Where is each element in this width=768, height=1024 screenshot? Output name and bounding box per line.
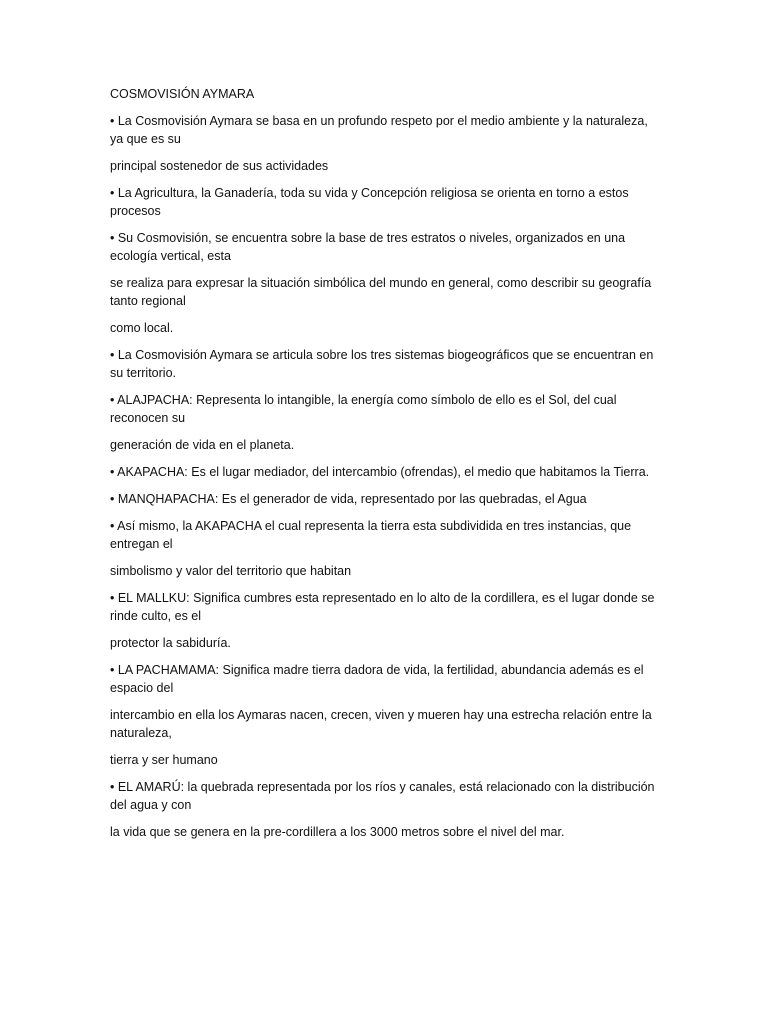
paragraph: la vida que se genera en la pre-cordillera a los 3000 metros sobre el nivel del mar. <box>110 825 565 839</box>
paragraph: • La Agricultura, la Ganadería, toda su vida y Concepción religiosa se orienta en torno a estos procesos <box>110 186 629 218</box>
paragraph: intercambio en ella los Aymaras nacen, crecen, viven y mueren hay una estrecha relación entre la naturaleza, <box>110 708 652 740</box>
paragraph: • ALAJPACHA: Representa lo intangible, la energía como símbolo de ello es el Sol, del cual reconocen su <box>110 393 617 425</box>
paragraph: • Así mismo, la AKAPACHA el cual representa la tierra esta subdividida en tres instancias, que entregan el <box>110 519 632 551</box>
paragraph: simbolismo y valor del territorio que habitan <box>110 564 352 578</box>
paragraph: • EL AMARÚ: la quebrada representada por los ríos y canales, está relacionado con la distribución del agua y con <box>110 780 655 812</box>
document-title: COSMOVISIÓN AYMARA <box>110 87 255 101</box>
paragraph: tierra y ser humano <box>110 753 218 767</box>
paragraph: principal sostenedor de sus actividades <box>110 159 329 173</box>
paragraph: se realiza para expresar la situación simbólica del mundo en general, como describir su geografía tanto regional <box>110 276 652 308</box>
paragraph: • Su Cosmovisión, se encuentra sobre la base de tres estratos o niveles, organizados en una ecología vertical, esta <box>110 231 626 263</box>
paragraph: • EL MALLKU: Significa cumbres esta representado en lo alto de la cordillera, es el lugar donde se rinde culto, es el <box>110 591 655 623</box>
paragraph: protector la sabiduría. <box>110 636 231 650</box>
paragraph: • La Cosmovisión Aymara se basa en un profundo respeto por el medio ambiente y la naturaleza, ya que es su <box>110 114 648 146</box>
paragraph: • LA PACHAMAMA: Significa madre tierra dadora de vida, la fertilidad, abundancia además es el espacio del <box>110 663 644 695</box>
paragraph: generación de vida en el planeta. <box>110 438 295 452</box>
paragraph: • MANQHAPACHA: Es el generador de vida, representado por las quebradas, el Agua <box>110 492 587 506</box>
paragraph: como local. <box>110 321 174 335</box>
paragraph: • AKAPACHA: Es el lugar mediador, del intercambio (ofrendas), el medio que habitamos la Tierra. <box>110 465 650 479</box>
paragraph: • La Cosmovisión Aymara se articula sobre los tres sistemas biogeográficos que se encuentran en su territorio. <box>110 348 654 380</box>
